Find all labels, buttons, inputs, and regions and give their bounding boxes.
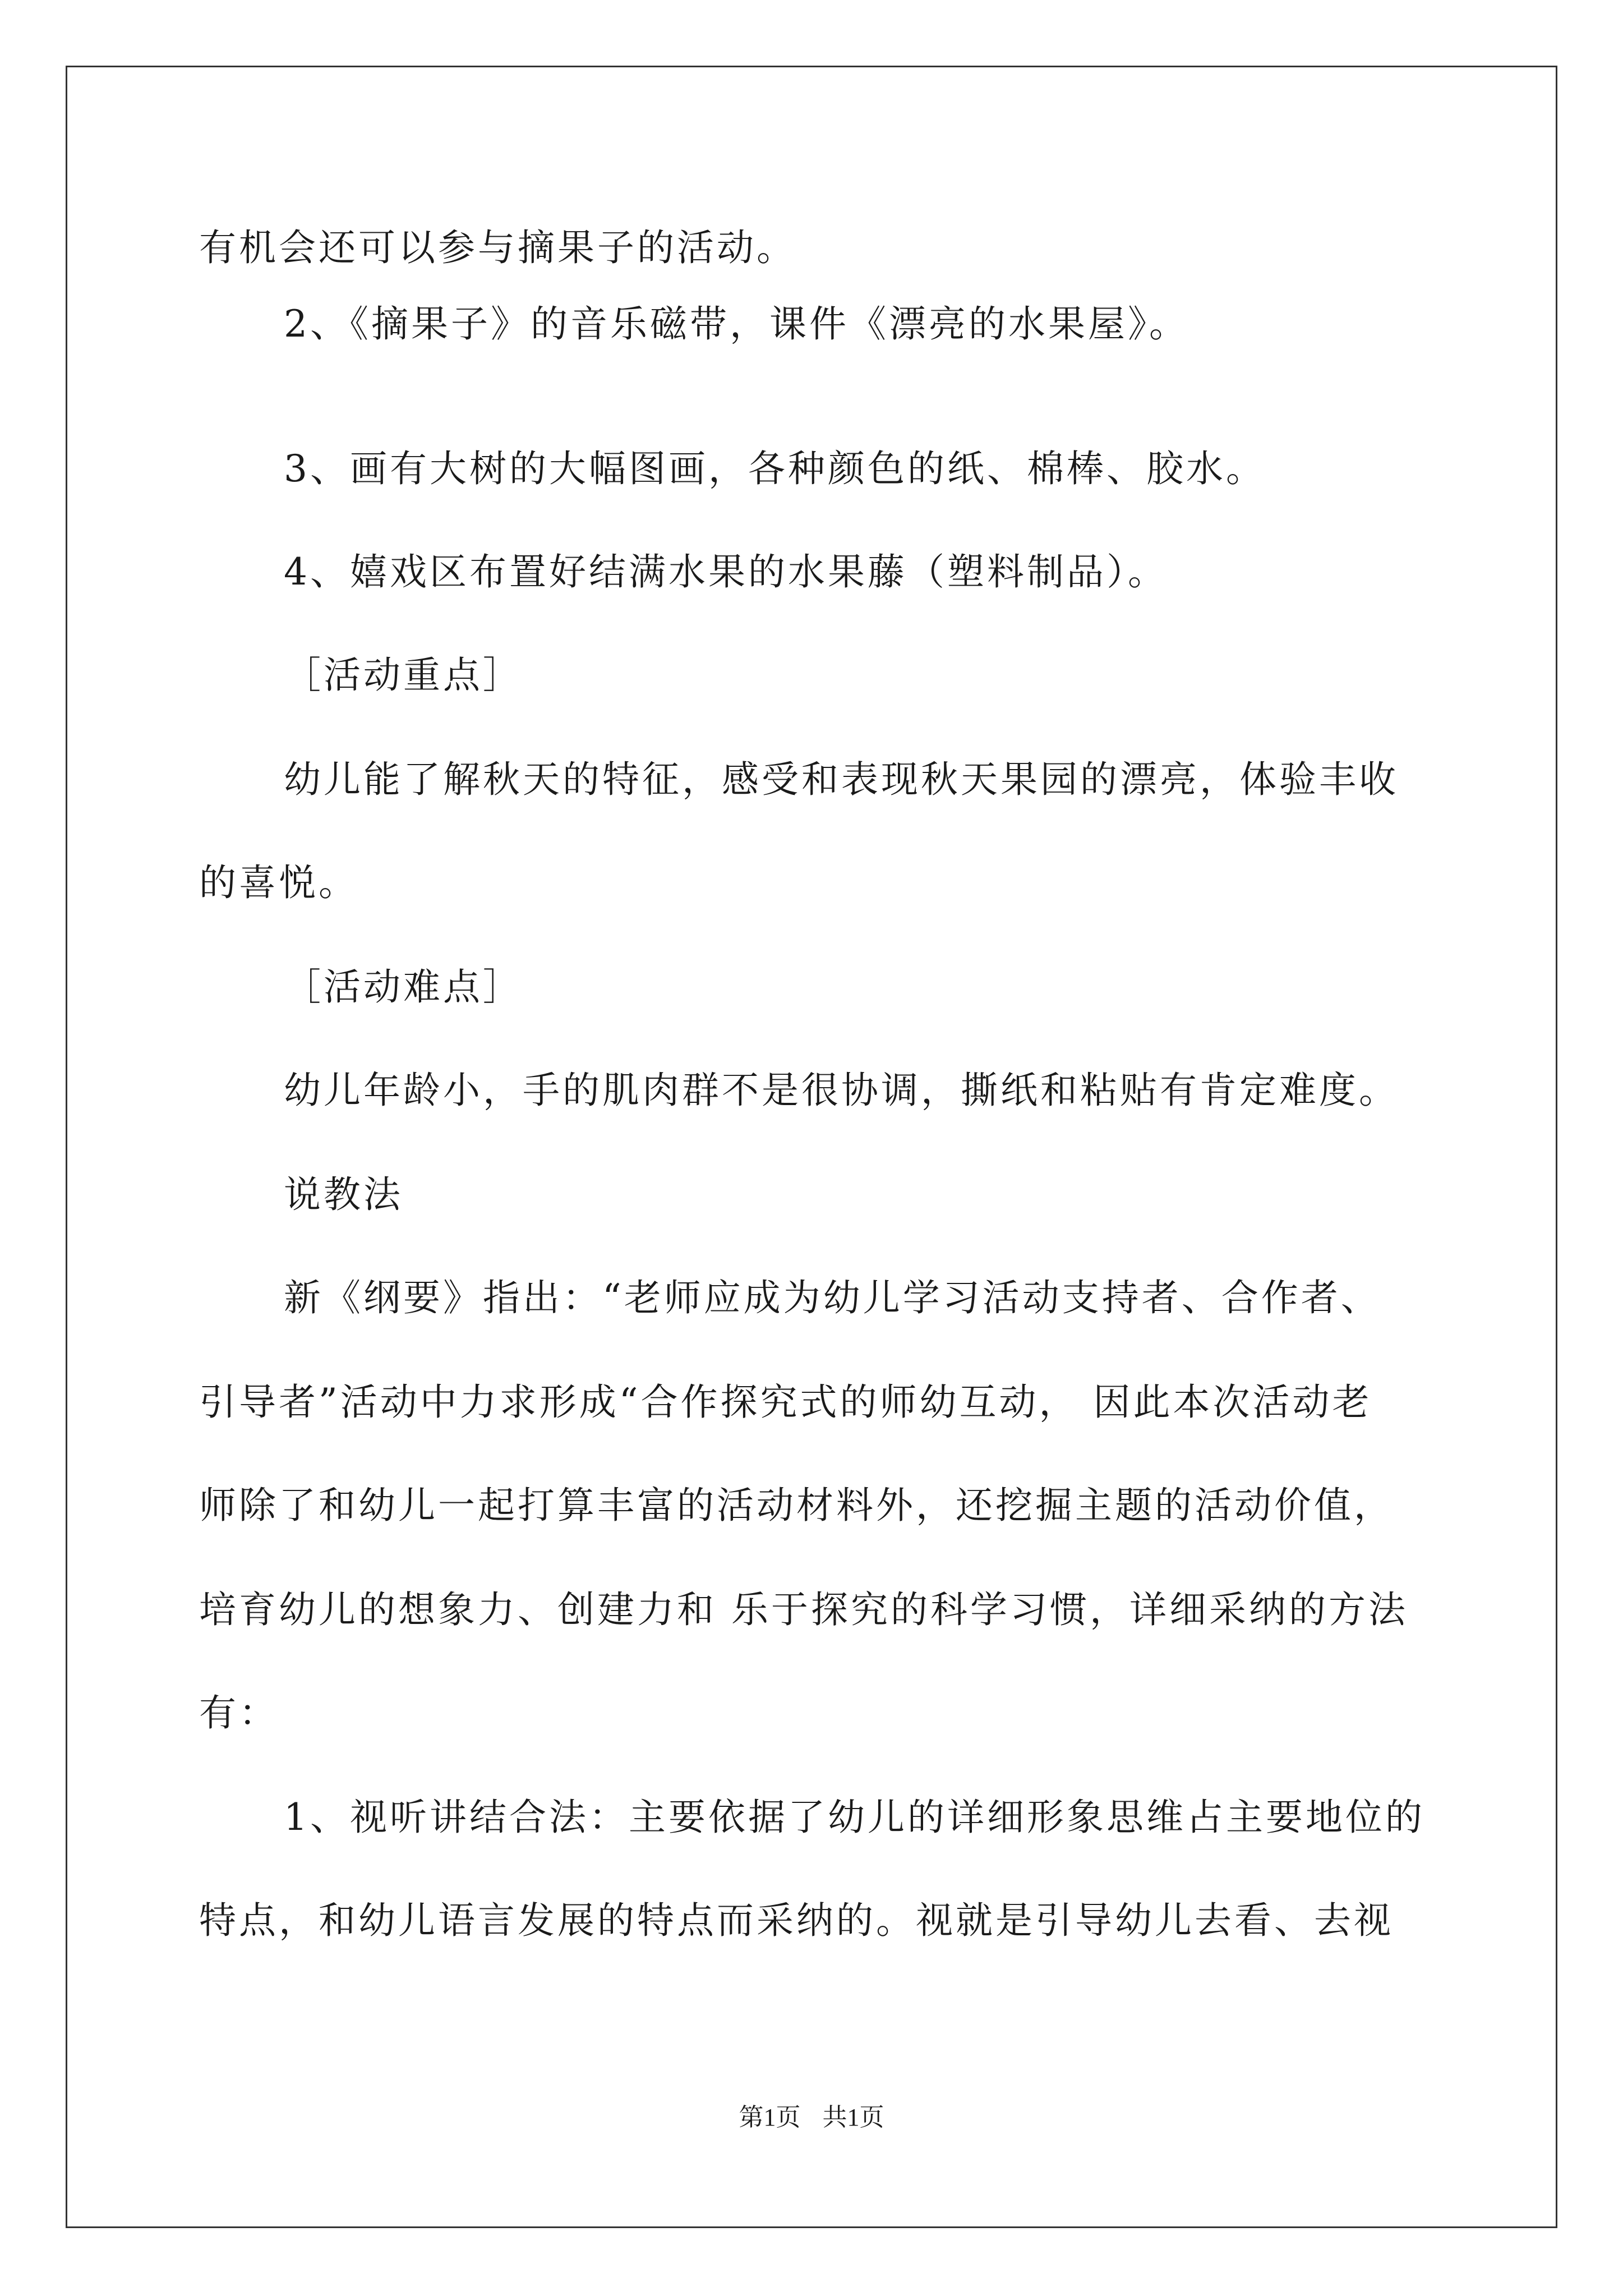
page-number: 第1页: [739, 2104, 801, 2131]
body-line: 有机会还可以参与摘果子的活动。: [199, 226, 796, 269]
section-heading: ［活动难点］: [284, 965, 523, 1009]
body-line: 特点，和幼儿语言发展的特点而采纳的。视就是引导幼儿去看、去视: [199, 1899, 1394, 1942]
body-line: 师除了和幼儿一起打算丰富的活动材料外，还挖掘主题的活动价值，: [199, 1484, 1394, 1527]
body-line: 4、嬉戏区布置好结满水果的水果藤（塑料制品）。: [284, 550, 1168, 593]
body-line: 培育幼儿的想象力、创建力和 乐于探究的科学习惯，详细采纳的方法: [199, 1588, 1408, 1631]
body-line: 新《纲要》指出：“老师应成为幼儿学习活动支持者、合作者、: [284, 1276, 1381, 1319]
body-line: 2、《摘果子》的音乐磁带，课件《漂亮的水果屋》。: [284, 302, 1189, 346]
body-line: 有：: [199, 1691, 279, 1734]
body-line: 的喜悦。: [199, 861, 358, 904]
page-total: 共1页: [822, 2104, 884, 2131]
section-heading: ［活动重点］: [284, 654, 523, 697]
section-heading: 说教法: [284, 1173, 403, 1216]
body-line: 幼儿年龄小，手的肌肉群不是很协调，撕纸和粘贴有肯定难度。: [284, 1069, 1399, 1112]
body-line: 1、视听讲结合法：主要依据了幼儿的详细形象思维占主要地位的: [284, 1796, 1425, 1839]
page-footer: [0, 2102, 1623, 2133]
body-line: 幼儿能了解秋天的特征，感受和表现秋天果园的漂亮，体验丰收: [284, 758, 1399, 801]
body-line: 引导者”活动中力求形成“合作探究式的师幼互动， 因此本次活动老: [199, 1381, 1372, 1424]
body-line: 3、画有大树的大幅图画，各种颜色的纸、棉棒、胶水。: [284, 447, 1266, 490]
